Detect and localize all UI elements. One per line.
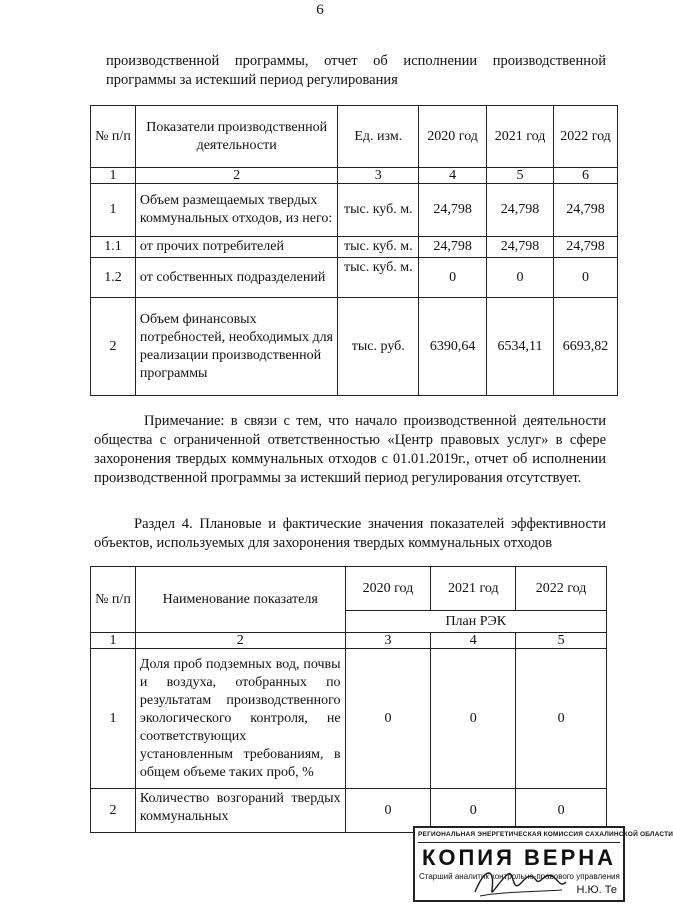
table1-colnum-row — [91, 168, 618, 184]
intro-text: производственной программы, отчет об исполнении производственной программы за истекший период регулирования — [106, 53, 606, 88]
row-value-2020: 0 — [345, 649, 431, 789]
row-num: 2 — [91, 789, 136, 833]
table1-header-2022: 2022 год — [554, 106, 618, 168]
table2-header-2022: 2022 год — [516, 567, 607, 611]
row-num: 1 — [91, 649, 136, 789]
table2-colnum-row — [91, 633, 607, 649]
table2-header-2021: 2021 год — [431, 567, 516, 611]
row-value-2021: 0 — [431, 649, 516, 789]
row-unit: тыс. куб. м. — [338, 237, 419, 258]
row-value-2021: 0 — [431, 789, 516, 833]
row-value-2020: 0 — [345, 789, 431, 833]
row-unit: тыс. руб. — [338, 298, 419, 396]
efficiency-indicators-table — [90, 566, 607, 833]
row-name: от собственных подразделений — [135, 258, 338, 298]
row-value-2020: 0 — [419, 258, 487, 298]
section4-title: Раздел 4. Плановые и фактические значения показателей эффективности объектов, используемых для захоронения твердых коммунальных отходов — [94, 516, 606, 551]
table2-header-name: Наименование показателя — [135, 567, 345, 633]
row-value-2022: 0 — [516, 789, 607, 833]
table1-header-unit: Ед. изм. — [338, 106, 419, 168]
row-name: от прочих потребителей — [135, 237, 338, 258]
stamp-title: КОПИЯ ВЕРНА — [421, 845, 617, 870]
row-value-2021: 24,798 — [487, 184, 554, 237]
table1-colnum: 6 — [554, 168, 618, 184]
row-name: Количество возгораний твердых коммунальных — [135, 789, 345, 833]
stamp-subtitle: Старший аналитик контрольно-правового управления — [419, 872, 620, 881]
row-value-2021: 0 — [487, 258, 554, 298]
table1-colnum: 5 — [487, 168, 554, 184]
row-num: 1.2 — [91, 258, 136, 298]
table1-colnum: 1 — [91, 168, 136, 184]
table1-header-2020: 2020 год — [419, 106, 487, 168]
table1-header-row — [91, 106, 618, 168]
row-name: Объем финансовых потребностей, необходимых для реализации производственной программы — [135, 298, 338, 396]
stamp-header: РЕГИОНАЛЬНАЯ ЭНЕРГЕТИЧЕСКАЯ КОМИССИЯ САХАЛИНСКОЙ ОБЛАСТИ — [418, 831, 673, 838]
table1-colnum: 3 — [338, 168, 419, 184]
table2-colnum: 1 — [91, 633, 136, 649]
table2-header-num: № п/п — [91, 567, 136, 633]
table-row — [91, 258, 618, 298]
table2-colnum: 3 — [345, 633, 431, 649]
row-value-2021: 6534,11 — [487, 298, 554, 396]
row-num: 2 — [91, 298, 136, 396]
table2-colnum: 4 — [431, 633, 516, 649]
table1-header-2021: 2021 год — [487, 106, 554, 168]
table1-colnum: 4 — [419, 168, 487, 184]
table2-colnum: 5 — [516, 633, 607, 649]
table2-colnum: 2 — [135, 633, 345, 649]
signature-icon — [470, 862, 570, 902]
table1-header-num: № п/п — [91, 106, 136, 168]
table2-header-2020: 2020 год — [345, 567, 431, 611]
row-value-2020: 6390,64 — [419, 298, 487, 396]
row-unit: тыс. куб. м. — [338, 258, 419, 298]
row-unit: тыс. куб. м. — [338, 184, 419, 237]
page-number: 6 — [316, 2, 324, 18]
table1-header-name: Показатели производственной деятельности — [135, 106, 338, 168]
row-num: 1.1 — [91, 237, 136, 258]
row-value-2022: 0 — [516, 649, 607, 789]
row-value-2022: 6693,82 — [554, 298, 618, 396]
row-num: 1 — [91, 184, 136, 237]
intro-paragraph — [106, 52, 606, 90]
row-name: Доля проб подземных вод, почвы и воздуха, отобранных по результатам производственного экологического контроля, не соответствующих установленным требованиям, в общем объеме таких проб, % — [135, 649, 345, 789]
row-value-2022: 24,798 — [554, 184, 618, 237]
table1-colnum: 2 — [135, 168, 338, 184]
table-row — [91, 649, 607, 789]
row-value-2022: 0 — [554, 258, 618, 298]
table-row — [91, 184, 618, 237]
stamp-divider — [418, 842, 620, 843]
note-paragraph: Примечание: в связи с тем, что начало производственной деятельности общества с ограниченной ответственностью «Центр правовых услуг» в сфере захоронения твердых коммунальных отходов с 01.01.2019г., отчет об исполнении производственной программы за истекший период регулирования отсутствует. — [94, 413, 606, 486]
production-indicators-table — [90, 105, 618, 396]
row-value-2021: 24,798 — [487, 237, 554, 258]
row-value-2020: 24,798 — [419, 237, 487, 258]
row-value-2022: 24,798 — [554, 237, 618, 258]
row-name: Объем размещаемых твердых коммунальных отходов, из него: — [135, 184, 338, 237]
row-value-2020: 24,798 — [419, 184, 487, 237]
stamp-name: Н.Ю. Те — [576, 884, 617, 896]
table-row — [91, 298, 618, 396]
table2-subheader: План РЭК — [345, 611, 606, 633]
table-row — [91, 237, 618, 258]
